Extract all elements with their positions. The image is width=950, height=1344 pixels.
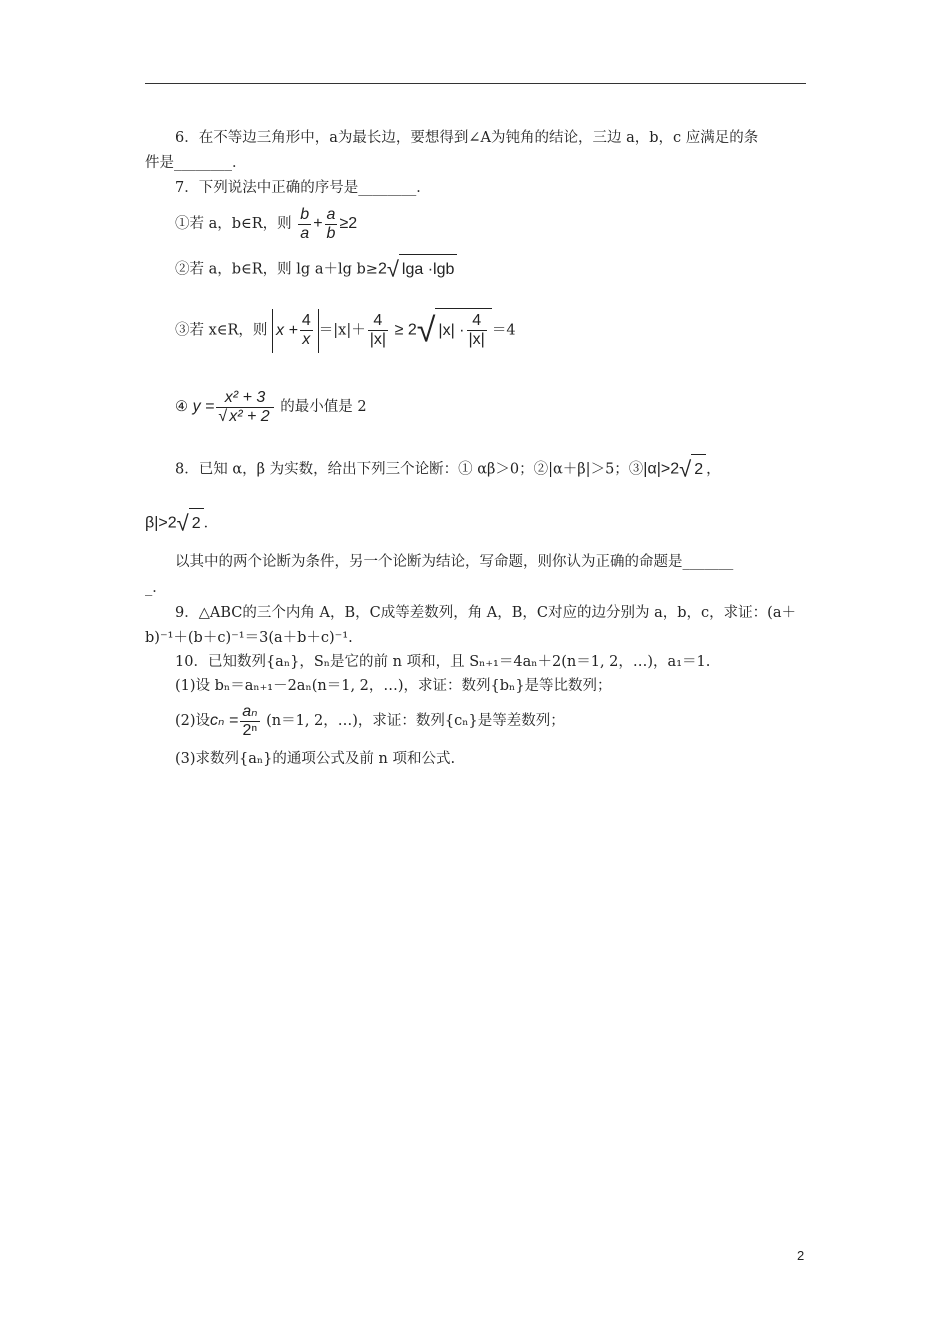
problem-10-line-4: (3)求数列{aₙ}的通项公式及前 n 项和公式. — [175, 751, 456, 767]
beta-condition: β|>2 — [145, 514, 177, 532]
problem-9-line-1: 9．△ABC的三个内角 A，B，C成等差数列，角 A，B，C对应的边分别为 a，b，c，求证：(a＋ — [175, 605, 796, 621]
problem-9-line-2: b)⁻¹＋(b＋c)⁻¹＝3(a＋b＋c)⁻¹. — [145, 630, 353, 646]
equals-four: ＝4 — [491, 322, 516, 339]
problem-7-option-2 — [175, 254, 457, 285]
problem-7-option-3 — [175, 308, 516, 353]
problem-10-line-1: 10．已知数列{aₙ}，Sₙ是它的前 n 项和，且 Sₙ₊₁＝4aₙ＋2(n＝1, 2，…)，a₁＝1. — [175, 654, 711, 670]
sqrt-product: √ |x| · $\frac{4}{|x|}$ — [417, 308, 492, 353]
fraction-4-over-abs-x: $\frac{4}{|x|}$ — [369, 312, 387, 348]
coefficient: 2 — [377, 260, 387, 278]
plus-sign: + — [313, 215, 323, 232]
radical-sign-icon: √ — [218, 407, 228, 425]
abs-x-plus-4-over-x: x + $\frac{4}{x}$ — [272, 309, 319, 353]
alpha-condition: |α|>2 — [643, 460, 680, 478]
option-1-text: ①若 a，b∈R，则 — [175, 216, 292, 232]
problem-10-line-2: (1)设 bₙ＝aₙ₊₁－2aₙ(n＝1, 2，…)，求证：数列{bₙ}是等比数列； — [175, 678, 612, 694]
option-3-text: ③若 x∈R，则 — [175, 322, 268, 339]
radical-sign-icon: √ — [416, 311, 436, 350]
ge-two: ≥2 — [339, 215, 358, 232]
option-4-text: 的最小值是 2 — [280, 399, 367, 415]
problem-8-line-2: β|>2√ 2 ． — [145, 508, 218, 539]
problem-8-line-1: 8．已知 α，β 为实数，给出下列三个论断：① αβ＞0；②|α＋β|＞5；③|α|>2√ 2 ， — [175, 454, 721, 485]
radical-sign-icon: √ — [679, 456, 692, 482]
page-number: 2 — [797, 1248, 805, 1263]
problem-10-line-3: (2)设cₙ = $\frac{\text{aₙ}}{\text{2ⁿ}}$ (n＝1, 2，…)，求证：数列{cₙ}是等差数列； — [175, 702, 565, 739]
sqrt-two: √ 2 — [177, 508, 204, 539]
ge-two-coef: ≥ 2 — [394, 321, 417, 339]
equals-abs-x: ＝|x|＋ — [318, 322, 366, 339]
fraction-a-n-over-2-n: $\frac{\text{aₙ}}{\text{2ⁿ}}$ — [242, 702, 258, 739]
option-4-marker: ④ — [175, 399, 188, 415]
y-equals: y = — [192, 398, 215, 415]
c-n-equals: cₙ = — [210, 712, 239, 729]
header-rule — [145, 83, 806, 84]
problem-8-line-4: _． — [145, 580, 167, 596]
problem-6-line-1: 6．在不等边三角形中，a为最长边，要想得到∠A为钝角的结论，三边 a，b，c 应满足的条 — [175, 130, 759, 146]
sqrt-lga-lgb: √ lga ·lgb — [387, 254, 458, 285]
fraction-y-expression: $\frac{\text{x² + 3}}{\text{√ x² + 2}}$ — [216, 389, 273, 426]
fraction-b-over-a: $\frac{b}{a}$ — [300, 205, 310, 242]
radical-sign-icon: √ — [176, 510, 189, 536]
problem-7-option-4 — [175, 382, 367, 432]
problem-6-line-2: 件是________． — [145, 155, 247, 171]
option-2-text: ②若 a，b∈R，则 lg a＋lg b≥ — [175, 261, 378, 278]
problem-7-title: 7．下列说法中正确的序号是________． — [175, 180, 431, 196]
radical-sign-icon: √ — [386, 256, 399, 282]
fraction-a-over-b: $\frac{a}{b}$ — [326, 205, 336, 242]
problem-7-option-1 — [175, 203, 357, 245]
problem-8-line-3: 以其中的两个论断为条件，另一个论断为结论，写命题，则你认为正确的命题是_______ — [175, 554, 734, 570]
sqrt-two: √ 2 — [679, 454, 706, 485]
